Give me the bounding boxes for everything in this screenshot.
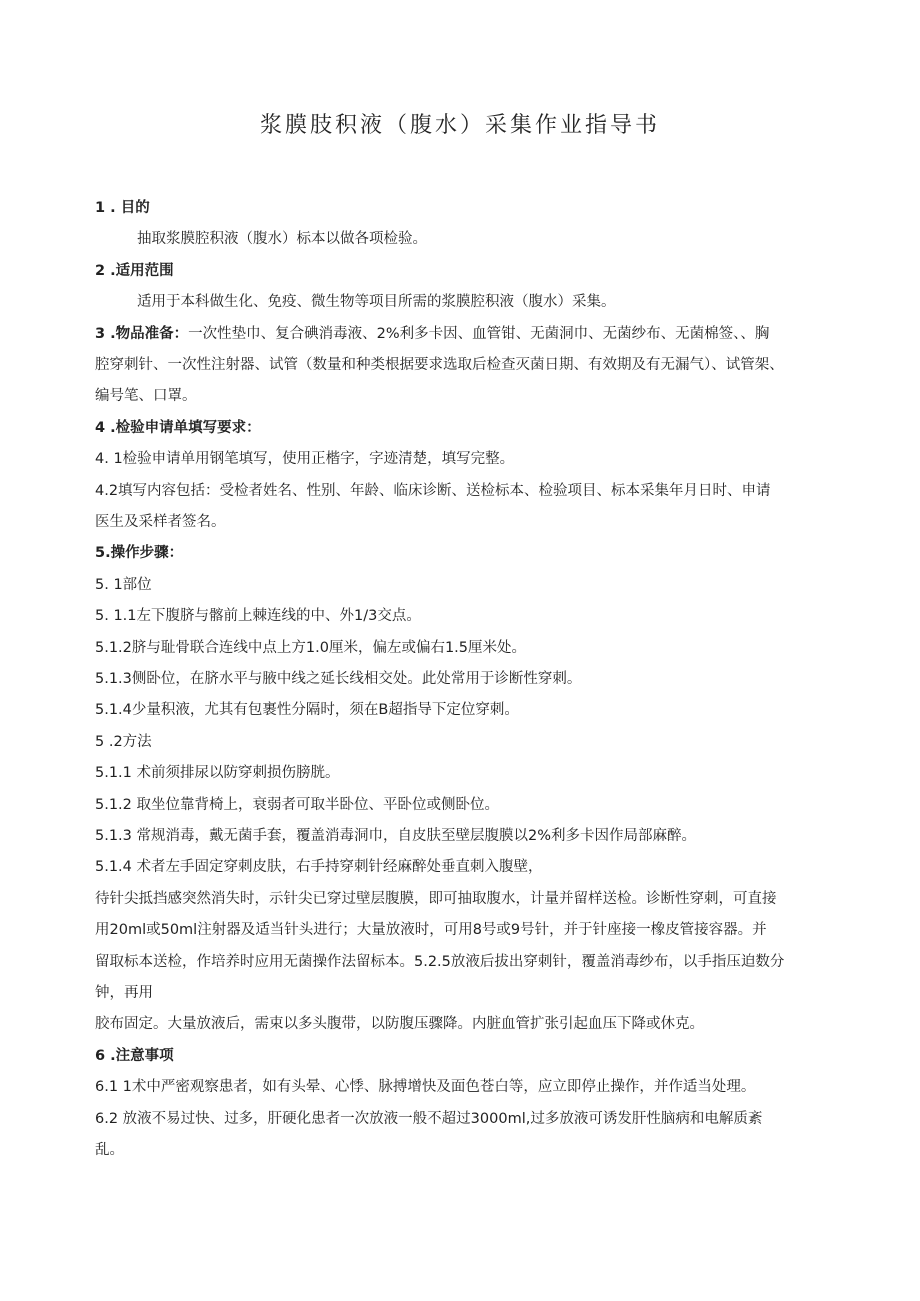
- document-line: [95, 795, 855, 815]
- line-text: 5.1.2脐与耻骨联合连线中点上方1.0厘米，偏左或偏右1.5厘米处。: [95, 639, 527, 656]
- document-line: [95, 198, 855, 218]
- document-line: [95, 1140, 855, 1160]
- line-text: 抽取浆膜腔积液（腹水）标本以做各项检验。: [137, 231, 427, 248]
- line-text: 待针尖抵挡感突然消失时，示针尖已穿过壁层腹膜，即可抽取腹水，计量并留样送检。诊断性穿刺，可直接: [95, 890, 777, 907]
- document-line: [95, 889, 855, 909]
- line-text: 用20ml或50ml注射器及适当针头进行；大量放液时，可用8号或9号针，并于针座接一橡皮管接容器。并: [95, 922, 767, 939]
- document-line: [95, 763, 855, 783]
- document-line: [95, 418, 855, 438]
- document-line: [95, 826, 855, 846]
- line-text: 5 .2方法: [95, 733, 152, 750]
- line-text: 5.1.3 常规消毒，戴无菌手套，覆盖消毒洞巾，自皮肤至壁层腹膜以2%利多卡因作局部麻醉。: [95, 828, 697, 844]
- document-line: [137, 292, 897, 312]
- line-text: 钟，再用: [95, 985, 153, 1001]
- line-text: 腔穿刺针、一次性注射器、试管（数量和种类根据要求选取后检查灭菌日期、有效期及有无漏气）、试管架、: [95, 357, 784, 373]
- document-line: [95, 543, 855, 563]
- line-text: 医生及采样者签名。: [95, 514, 226, 530]
- line-text: 适用于本科做生化、免疫、微生物等项目所需的浆膜腔积液（腹水）采集。: [137, 294, 616, 311]
- document-line: [95, 638, 855, 658]
- document-line: [95, 575, 855, 595]
- document-line: [95, 1014, 855, 1034]
- line-text: 5.1.2 取坐位靠背椅上，衰弱者可取半卧位、平卧位或侧卧位。: [95, 796, 500, 813]
- line-text: 4. 1检验申请单用钢笔填写，使用正楷字，字迹清楚，填写完整。: [95, 451, 515, 468]
- document-line: [137, 229, 897, 249]
- document-line: [95, 952, 855, 972]
- line-text: 5.1.1 术前须排尿以防穿刺损伤膀胱。: [95, 765, 340, 782]
- document-line: [95, 1046, 855, 1066]
- line-text: 编号笔、口罩。: [95, 388, 197, 405]
- line-text: 5. 1部位: [95, 576, 152, 593]
- line-text: 5.1.4少量积液，尤其有包裹性分隔时，须在B超指导下定位穿刺。: [95, 702, 519, 719]
- line-text: 6.2 放液不易过快、过多，肝硬化患者一次放液一般不超过3000ml,过多放液可诱发肝性脑病和电解质紊: [95, 1110, 763, 1127]
- line-text: 乱。: [95, 1142, 124, 1158]
- line-text: 留取标本送检，作培养时应用无菌操作法留标本。5.2.5放液后拔出穿刺针，覆盖消毒纱布，以手指压迫数分: [95, 953, 785, 970]
- document-line: [95, 700, 855, 720]
- document-line: [95, 324, 855, 344]
- line-text: 5.1.4 术者左手固定穿刺皮肤，右手持穿刺针经麻醉处垂直刺入腹壁，: [95, 859, 543, 876]
- document-line: [95, 386, 855, 406]
- line-text: 6 .注意事项: [95, 1047, 174, 1064]
- line-text: 5.操作步骤：: [95, 545, 184, 562]
- line-text: 5.1.3侧卧位，在脐水平与腋中线之延长线相交处。此处常用于诊断性穿刺。: [95, 671, 582, 687]
- document-line: [95, 481, 855, 501]
- document-line: [95, 920, 855, 940]
- line-text: 4 .检验申请单填写要求：: [95, 419, 261, 436]
- document-line: [95, 1077, 855, 1097]
- section-heading: 3 .物品准备：: [95, 325, 189, 342]
- document-line: [95, 449, 855, 469]
- line-text: 胶布固定。大量放液后，需束以多头腹带，以防腹压骤降。内脏血管扩张引起血压下降或休克。: [95, 1016, 704, 1033]
- line-text: 一次性垫巾、复合碘消毒液、2%利多卡因、血管钳、无菌洞巾、无菌纱布、无菌棉签、、胸: [188, 325, 770, 342]
- line-text: 2 .适用范围: [95, 262, 174, 279]
- document-line: [95, 983, 855, 1003]
- line-text: 1 . 目的: [95, 200, 150, 216]
- document-title: 浆膜肢积液（腹水）采集作业指导书: [259, 113, 660, 138]
- line-text: 4.2填写内容包括：受检者姓名、性别、年龄、临床诊断、送检标本、检验项目、标本采集年月日时、申请: [95, 482, 771, 499]
- document-line: [95, 261, 855, 281]
- document-line: [95, 355, 855, 375]
- document-line: [95, 857, 855, 877]
- document-line: [95, 1109, 855, 1129]
- line-text: 6.1 1术中严密观察患者，如有头晕、心悸、脉搏增快及面色苍白等，应立即停止操作，并作适当处理。: [95, 1079, 756, 1096]
- document-line: [95, 669, 855, 689]
- line-text: 5. 1.1左下腹脐与髂前上棘连线的中、外1/3交点。: [95, 608, 421, 625]
- document-line: [95, 732, 855, 752]
- document-line: [95, 606, 855, 626]
- document-line: [95, 512, 855, 532]
